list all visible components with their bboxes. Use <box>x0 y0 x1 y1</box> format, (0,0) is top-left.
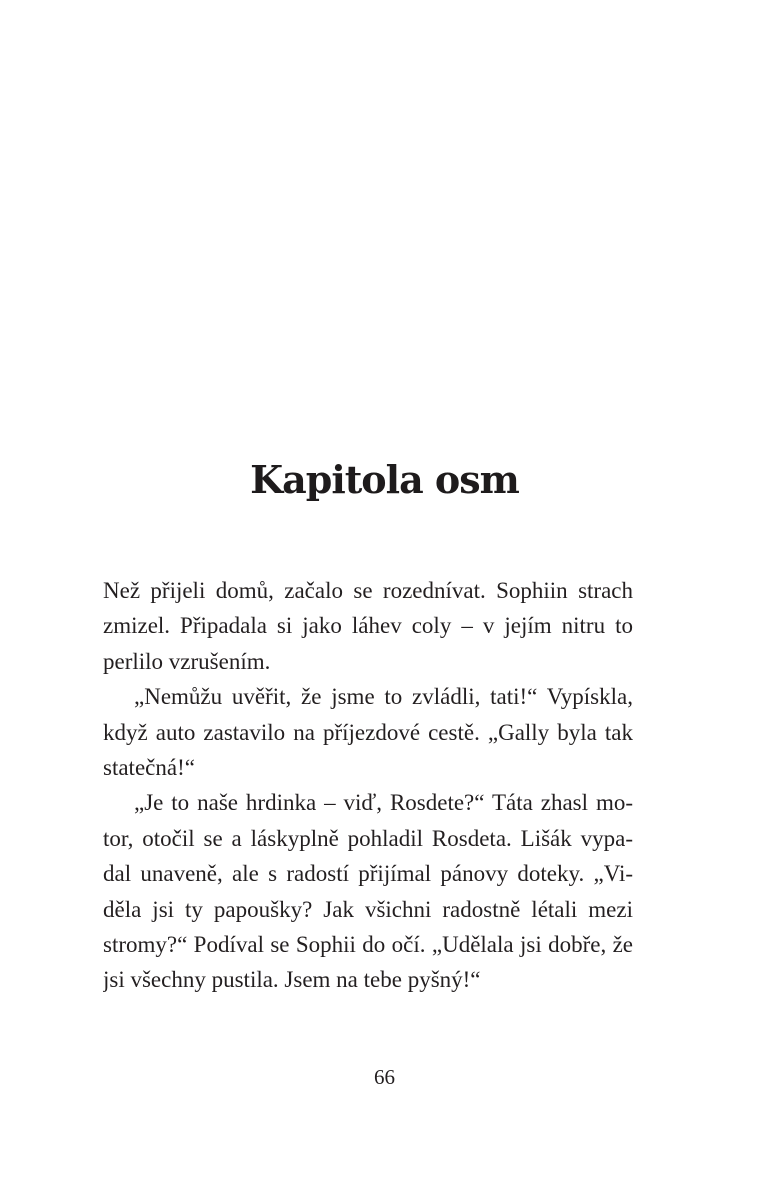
text-line: jsi všechny pustila. Jsem na tebe pyšný!“ <box>103 967 481 993</box>
text-line: Než přijeli domů, začalo se rozednívat. Sophiin strach <box>103 578 633 603</box>
text-line: zmizel. Připadala si jako láhev coly – v jejím nitru to <box>103 613 633 639</box>
text-line: „Nemůžu uvěřit, že jsme to zvládli, tati!“ Vypískla, <box>134 684 633 710</box>
paragraph-1 <box>103 573 633 679</box>
chapter-title: Kapitola osm <box>250 457 519 502</box>
text-line: tor, otočil se a láskyplně pohladil Rosdeta. Lišák vypa- <box>103 825 633 851</box>
text-line: stromy?“ Podíval se Sophii do očí. „Udělala jsi dobře, že <box>103 932 633 958</box>
text-line: „Je to naše hrdinka – viď, Rosdete?“ Táta zhasl mo- <box>134 790 633 816</box>
chapter-body <box>103 573 633 998</box>
text-line: když auto zastavilo na příjezdové cestě. „Gally byla tak <box>103 719 633 745</box>
text-line: perlilo vzrušením. <box>103 648 271 674</box>
page-number: 66 <box>374 1065 395 1089</box>
paragraph-2 <box>103 679 633 785</box>
paragraph-3 <box>103 785 633 997</box>
text-line: statečná!“ <box>103 755 195 781</box>
text-line: děla jsi ty papoušky? Jak všichni radostně létali mezi <box>103 896 633 922</box>
text-line: dal unaveně, ale s radostí přijímal pánovy doteky. „Vi- <box>103 861 633 887</box>
